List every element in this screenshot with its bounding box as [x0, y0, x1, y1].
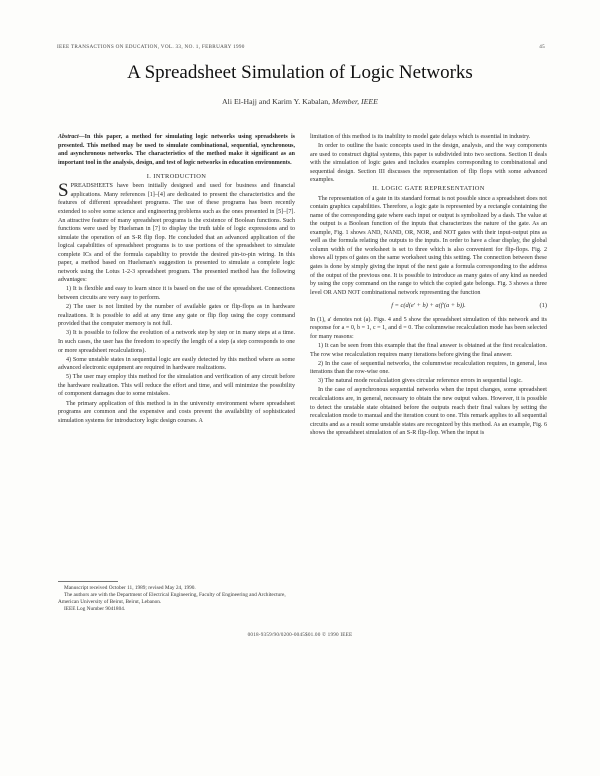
- advantage-3: 3) It is possible to follow the evolution of a network step by step or in many steps at a time. In such cases, the user has the freedom to specify the length of a step (a step corresponds to one or more spreadsheet recalculations).: [58, 330, 295, 354]
- author-names: Ali El-Hajj and Karim Y. Kabalan,: [222, 97, 331, 106]
- abstract-text: —In this paper, a method for simulating logic networks using spreadsheets is presented. This method may be used to simulate combinational, sequential, synchronous, and asynchronous networks. The characteristics of the method make it significant as an important tool in the analysis, design, and test of logic networks in education environments.: [58, 134, 295, 166]
- advantage-2: 2) The user is not limited by the number of available gates or flip-flops as in hardware realizations. It is possible to add at any time any gate or flip flop using the copy command provided that the computer memory is not full.: [58, 304, 295, 328]
- equation-number: (1): [539, 302, 547, 310]
- footnote-ieee-log: IEEE Log Number 9041804.: [64, 606, 126, 612]
- right-paragraph-1: limitation of this method is its inability to model gate delays which is essential in industry.: [310, 134, 531, 140]
- running-head: [57, 44, 545, 50]
- advantage-1: 1) It is flexible and easy to learn since it is based on the use of the spreadsheet. Connections between circuits are very easy to perform.: [58, 286, 295, 302]
- section2-paragraph-3: In the case of asynchronous sequential networks when the input changes, some spreadsheet recalculations are, in general, necessary to obtain the new output values. However, it is possible to detect the unstable state obtained before the outputs reach their final values by setting the recalculation mode to manual and the iteration count to one. This remark applies to all sequential circuits and as a result some unstable states are recognized by this method. As an example, Fig. 6 shows the spreadsheet simulation of an S-R flip-flop. When the input is: [310, 387, 547, 437]
- section-heading-logic-gate: II. LOGIC GATE REPRESENTATION: [372, 185, 485, 193]
- advantage-5: 5) The user may employ this method for the simulation and verification of any circuit before the hardware realization. This will reduce the effort and time, and will minimize the possibility of component damages due to some mistakes.: [58, 374, 295, 398]
- advantage-4: 4) Some unstable states in sequential logic are easily detected by this method where as some advanced electronic equipment are required in hardware realizations.: [58, 356, 295, 372]
- page-number: 45: [539, 44, 545, 50]
- abstract-label: Abstract: [58, 134, 79, 140]
- footnote-rule: [58, 581, 118, 582]
- section2-paragraph-1: The representation of a gate in its standard format is not possible since a spreadsheet does not contain graphics capabilities. Therefore, a logic gate is represented by a rectangle containing the name of the corresponding gate where each input or output is symbolized by a dash. The value at the output is a Boolean function of the inputs that characterizes the nature of the gate. As an example, Fig. 1 shows AND, NAND, OR, NOR, and NOT gates with their input-output pins as well as the formula relating the outputs to the inputs. In order to have a clear display, the global column width of the worksheet is set to three which is also convenient for flip-flops. Fig. 2 shows all types of gates on the same worksheet using this setting. The connection between these gates is done by simply giving the input of the next gate a formula corresponding to the address of the output of the previous one. It is possible to introduce as many gates of any kind as needed by using the copy command on the range to which the copied gate belongs. Fig. 3 shows a three level OR AND NOT combinational network representing the function: [310, 195, 547, 296]
- footnote-manuscript: Manuscript received October 11, 1989; revised May 24, 1990.: [64, 585, 196, 591]
- paper-title: A Spreadsheet Simulation of Logic Networks: [127, 62, 473, 83]
- left-column: [58, 133, 295, 426]
- journal-info: IEEE TRANSACTIONS ON EDUCATION, VOL. 33, NO. 1, FEBRUARY 1990: [57, 44, 245, 50]
- copyright-code: 0018-9359/90/0200-0045$01.00 © 1990 IEEE: [247, 632, 353, 638]
- section2-paragraph-2: In (1), a' denotes not (a). Figs. 4 and 5 show the spreadsheet simulation of this network and its response for a = 0, b = 1, c = 1, and d = 0. The columnwise recalculation mode has been selected for many reasons:: [310, 316, 547, 340]
- right-paragraph-2: In order to outline the basic concepts used in the design, analysis, and the way components are used to construct digital systems, this paper is subdivided into two sections. Section II deals with the simulation of logic gates and includes examples corresponding to combinational and sequential design. Section III discusses the representation of flip flops with some advanced examples.: [310, 143, 547, 184]
- reason-1: 1) It can be seen from this example that the final answer is obtained at the first recalculation. The row wise recalculation requires many iterations before giving the final answer.: [310, 342, 547, 358]
- author-membership: Member, IEEE: [332, 97, 378, 106]
- equation-1: [310, 302, 547, 311]
- intro-paragraph-1: [58, 182, 295, 285]
- right-column: [310, 133, 547, 438]
- reason-2: 2) In the case of sequential networks, the columnwise recalculation requires, in general, less iterations than the row-wise one.: [310, 360, 547, 376]
- footnote: [58, 581, 295, 613]
- footnote-affiliation: The authors are with the Department of Electrical Engineering, Faculty of Engineering and Architecture, American University of Beirut, Beirut, Lebanon.: [58, 592, 286, 605]
- equation-text: f = c(d(e' + b) + a(f'(a + b)).: [391, 302, 466, 310]
- reason-3: 3) The natural mode recalculation gives circular reference errors in sequential logic.: [318, 378, 523, 385]
- authors-line: [40, 97, 560, 106]
- drop-cap: S: [58, 180, 69, 202]
- abstract: [58, 133, 295, 167]
- section-heading-introduction: I. INTRODUCTION: [146, 173, 207, 181]
- intro-paragraph-2: The primary application of this method is in the university environment where spreadsheet programs are common and the expensive and costs prevent the availability of sophisticated simulation systems for introductory logic design courses. A: [58, 400, 295, 424]
- intro-paragraph-1-text: PREADSHEETS have been initially designed and used for business and financial applications. Many references [1]–[4] are dedicated to present the characteristics and the features of different spreadsheet programs. The use of these programs has been recently extended to solve some science and engineering problems such as the ones presented in [5]–[7]. An attractive feature of many spreadsheet programs is the existence of Boolean functions. Such functions were used by Huelsman in [7] to display the truth table of logic expressions and to simulate the operation of an S-R flip flop. He concluded that an advanced application of the logical capabilities of spreadsheet programs is to use portions of the spreadsheet to simulate complete ICs and of the formula capability to provide the desired pin-to-pin wiring. In this paper, a method based on Huelsman's suggestion is presented to simulate a complete logic network using the Lotus 1-2-3 spreadsheet program. The presented method has the following advantages:: [58, 183, 295, 284]
